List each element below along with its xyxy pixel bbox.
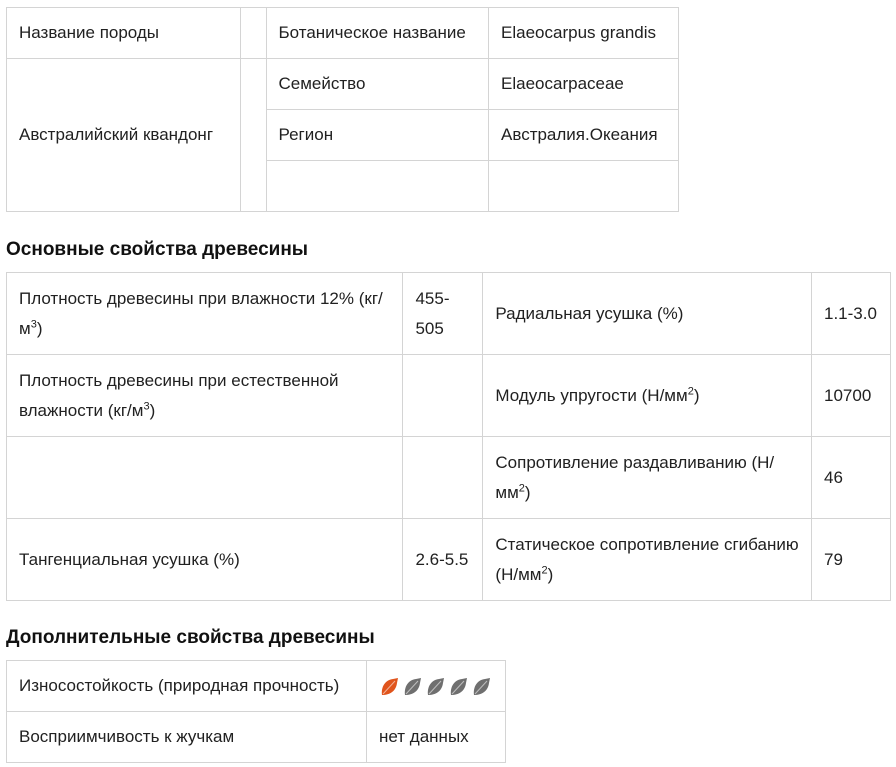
- elastic-modulus-label: Модуль упругости $(Н/мм^2)$: [483, 355, 812, 437]
- density-12-label: Плотность древесины при влажности 12% $(кг/м^3)$: [7, 273, 403, 355]
- table-row: [7, 59, 679, 110]
- leaf-rating: [379, 675, 493, 697]
- leaf-icon: [448, 675, 470, 697]
- density-natural-value: [403, 355, 483, 437]
- family-value: Elaeocarpaceae: [489, 59, 679, 110]
- elastic-modulus-value: 10700: [812, 355, 891, 437]
- table-row: [7, 661, 506, 712]
- botanical-name-value: Elaeocarpus grandis: [489, 8, 679, 59]
- table-row: [7, 519, 891, 601]
- region-label: Регион: [266, 110, 489, 161]
- empty-label: [266, 161, 489, 212]
- region-value: Австралия.Океания: [489, 110, 679, 161]
- crush-resistance-value: 46: [812, 437, 891, 519]
- family-label: Семейство: [266, 59, 489, 110]
- empty-value: [403, 437, 483, 519]
- crush-resistance-label: Сопротивление раздавливанию $(Н/мм^2)$: [483, 437, 812, 519]
- spacer-cell: [240, 59, 266, 212]
- leaf-icon: [379, 675, 401, 697]
- tangential-shrinkage-value: 2.6-5.5: [403, 519, 483, 601]
- empty-label: [7, 437, 403, 519]
- extra-properties-table: [6, 660, 506, 763]
- radial-shrinkage-value: 1.1-3.0: [812, 273, 891, 355]
- basic-properties-table: [6, 272, 891, 601]
- tangential-shrinkage-label: Тангенциальная усушка (%): [7, 519, 403, 601]
- density-12-value: 455-505: [403, 273, 483, 355]
- table-row: [7, 712, 506, 763]
- breed-name-label: Название породы: [7, 8, 241, 59]
- breed-name-value: Австралийский квандонг: [7, 59, 241, 212]
- botanical-name-label: Ботаническое название: [266, 8, 489, 59]
- empty-value: [489, 161, 679, 212]
- density-natural-label: Плотность древесины при естественной влажности $(кг/м^3)$: [7, 355, 403, 437]
- beetle-susceptibility-label: Восприимчивость к жучкам: [7, 712, 367, 763]
- leaf-icon: [471, 675, 493, 697]
- beetle-susceptibility-value: нет данных: [367, 712, 506, 763]
- basic-properties-heading: Основные свойства древесины: [6, 239, 309, 260]
- table-row: [7, 273, 891, 355]
- table-row: [7, 437, 891, 519]
- durability-label: Износостойкость (природная прочность): [7, 661, 367, 712]
- wood-info-table: [6, 7, 679, 212]
- leaf-icon: [402, 675, 424, 697]
- spacer-cell: [240, 8, 266, 59]
- radial-shrinkage-label: Радиальная усушка (%): [483, 273, 812, 355]
- table-row: [7, 355, 891, 437]
- extra-properties-heading: Дополнительные свойства древесины: [6, 627, 375, 648]
- durability-rating: [367, 661, 506, 712]
- leaf-icon: [425, 675, 447, 697]
- table-row: [7, 8, 679, 59]
- bending-resistance-label: Статическое сопротивление сгибанию $(Н/мм^2)$: [483, 519, 812, 601]
- bending-resistance-value: 79: [812, 519, 891, 601]
